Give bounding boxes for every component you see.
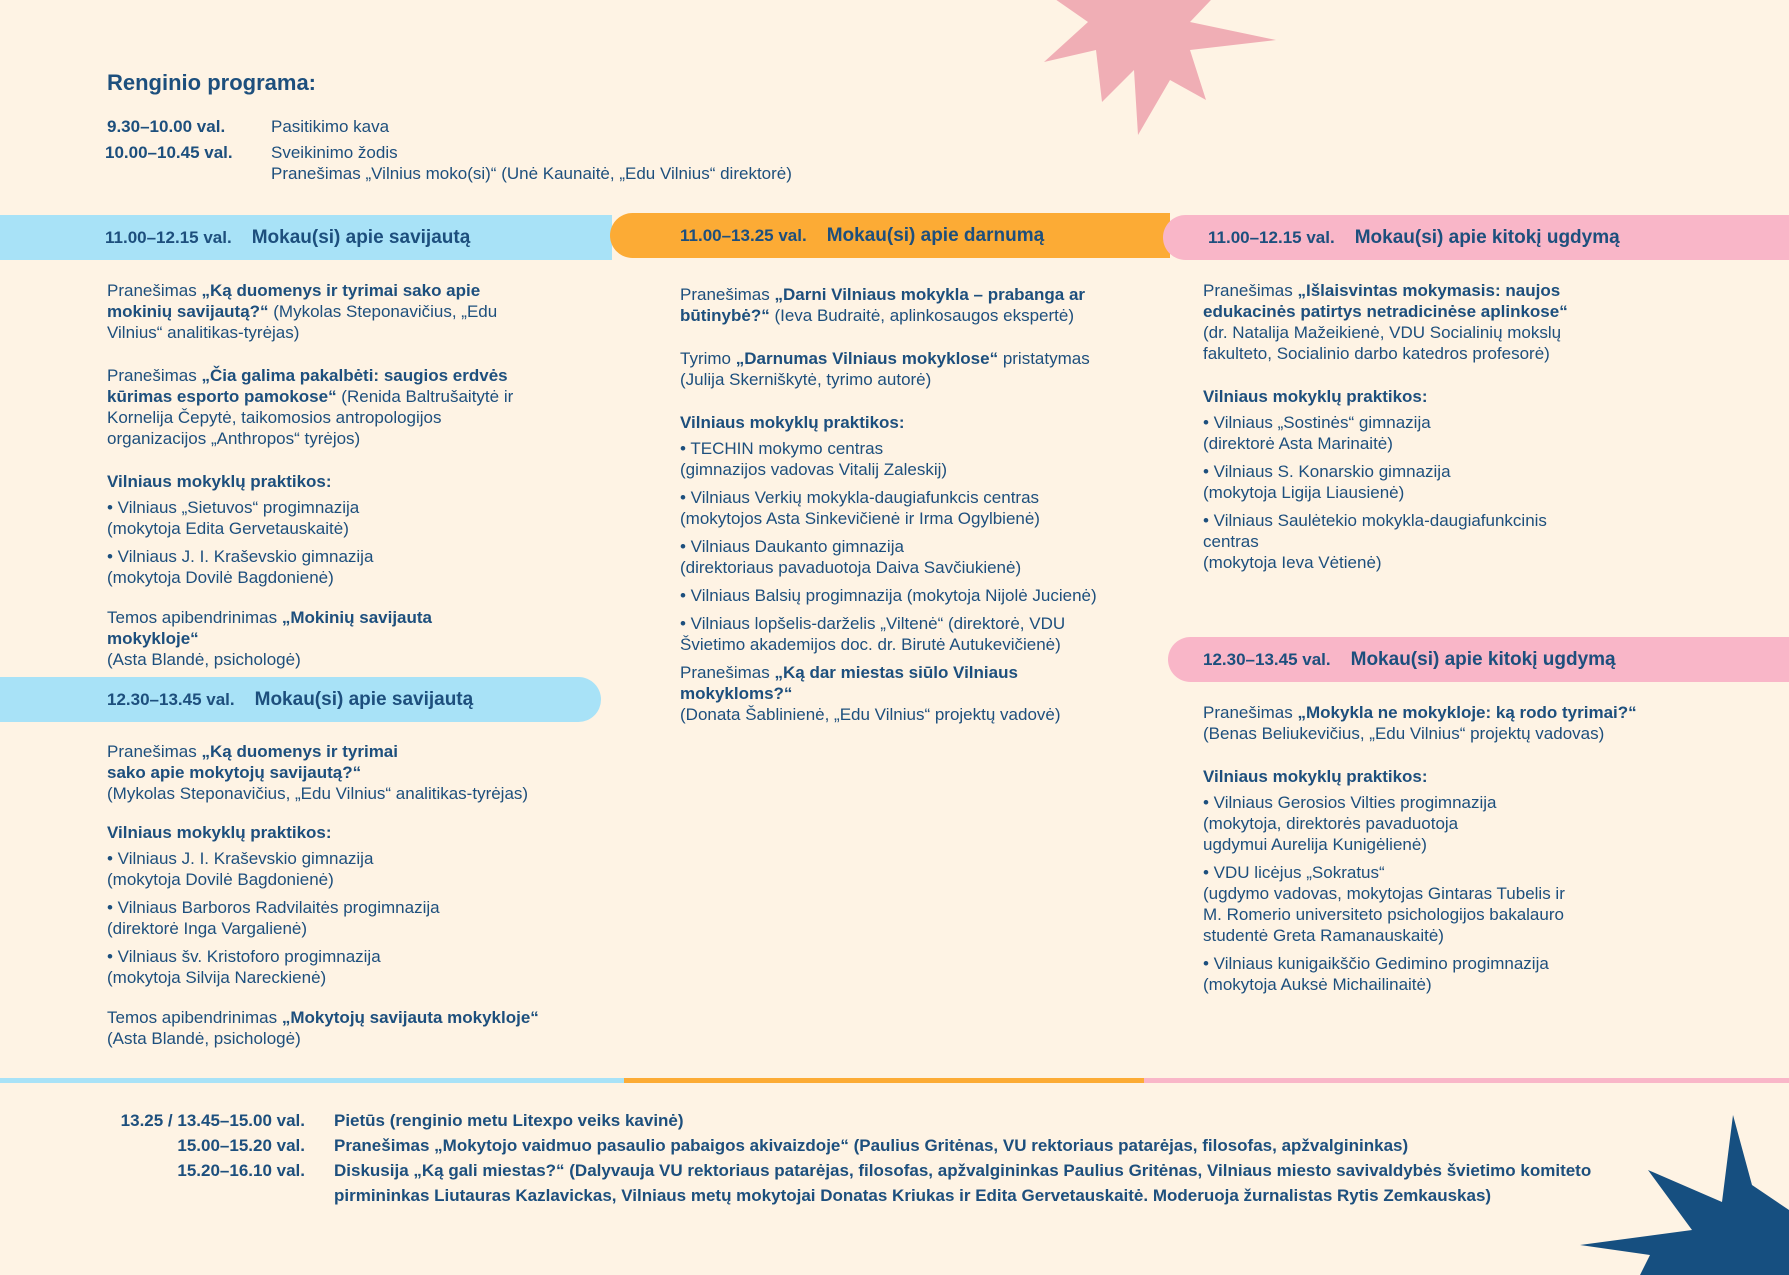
col1-session2: [107, 741, 587, 1049]
intro-text-1: Pasitikimo kava: [271, 117, 390, 136]
practice-item: • VDU licėjus „Sokratus“ (ugdymo vadovas, mokytojas Gintaras Tubelis ir M. Romerio universiteto psichologijos bakalauro studentė Greta Ramanauskaitė): [1203, 863, 1565, 945]
talk: Pranešimas „Čia galima pakalbėti: saugios erdvės kūrimas esporto pamokose“ (Renida Baltrušaitytė ir Kornelija Čepytė, taikomosios antropologijos organizacijos „Anthropos“ tyrėjos): [107, 366, 514, 448]
practices-label: Vilniaus mokyklų praktikos:: [1203, 387, 1428, 406]
schedule-time: 15.00–15.20 val.: [177, 1136, 305, 1155]
divider-pink: [1144, 1078, 1789, 1083]
intro-time-1: 9.30–10.00 val.: [107, 117, 226, 136]
band-title: Mokau(si) apie kitokį ugdymą: [1354, 226, 1620, 248]
schedule-text: Diskusija „Ką gali miestas?“ (Dalyvauja VU rektoriaus patarėjas, filosofas, apžvalgininkas Paulius Gritėnas, Vilniaus miesto savivaldybės švietimo komiteto pirmininkas Liutauras Kazlavickas, Vilniaus metų mokytojai Donatas Kriukas ir Edita Gervetauskaitė. Moderuoja žurnalistas Rytis Zemkauskas): [334, 1161, 1592, 1205]
band-time: 11.00–12.15 val.: [1208, 227, 1335, 247]
divider-orange: [624, 1078, 1144, 1083]
practice-item: • Vilniaus Balsių progimnazija (mokytoja Nijolė Jucienė): [680, 586, 1097, 605]
practice-item: • Vilniaus Daukanto gimnazija (direktoriaus pavaduotoja Daiva Savčiukienė): [680, 537, 1022, 577]
practices-label: Vilniaus mokyklų praktikos:: [107, 472, 332, 491]
practice-item: • Vilniaus „Sostinės“ gimnazija (direktorė Asta Marinaitė): [1203, 413, 1431, 453]
band-savijauta-2: [0, 677, 601, 722]
band-darnumas: [610, 213, 1170, 258]
talk: Tyrimo „Darnumas Vilniaus mokyklose“ pristatymas (Julija Skerniškytė, tyrimo autorė): [680, 349, 1090, 389]
talk: Pranešimas „Ką dar miestas siūlo Vilniaus mokykloms?“ (Donata Šablinienė, „Edu Vilnius“ projektų vadovė): [680, 663, 1061, 724]
band-time: 11.00–13.25 val.: [680, 225, 807, 245]
talk: Pranešimas „Darni Vilniaus mokykla – prabanga ar būtinybė?“ (Ieva Budraitė, aplinkosaugos ekspertė): [680, 285, 1086, 325]
talk: Pranešimas „Mokykla ne mokykloje: ką rodo tyrimai?“ (Benas Beliukevičius, „Edu Vilnius“ projektų vadovas): [1203, 703, 1637, 743]
schedule-time: 15.20–16.10 val.: [177, 1161, 305, 1180]
band-kitoks-2: [1168, 637, 1789, 682]
band-title: Mokau(si) apie darnumą: [826, 224, 1045, 246]
band-time: 11.00–12.15 val.: [105, 227, 232, 247]
practice-item: • Vilniaus Verkių mokykla-daugiafunkcis centras (mokytojos Asta Sinkevičienė ir Irma Ogylbienė): [680, 488, 1040, 528]
intro-time-2: 10.00–10.45 val.: [105, 143, 233, 162]
talk: Pranešimas „Ką duomenys ir tyrimai sako apie mokinių savijautą?“ (Mykolas Steponavičius, „Edu Vilnius“ analitikas-tyrėjas): [107, 281, 498, 342]
col3-session2: [1203, 702, 1743, 1002]
practices-label: Vilniaus mokyklų praktikos:: [1203, 767, 1428, 786]
practice-item: • Vilniaus Gerosios Vilties progimnazija (mokytoja, direktorės pavaduotoja ugdymui Aurelija Kunigėlienė): [1203, 793, 1497, 854]
band-kitoks-1: [1163, 215, 1789, 260]
pink-star-icon: [1030, 0, 1290, 150]
band-title: Mokau(si) apie savijautą: [251, 226, 471, 248]
navy-star-icon: [1580, 1110, 1789, 1275]
band-time: 12.30–13.45 val.: [1203, 649, 1331, 669]
intro-text-2a: Sveikinimo žodis: [271, 143, 398, 162]
summary: Temos apibendrinimas „Mokytojų savijauta mokykloje“ (Asta Blandė, psichologė): [107, 1008, 539, 1048]
summary: Temos apibendrinimas „Mokinių savijauta mokykloje“ (Asta Blandė, psichologė): [107, 608, 433, 669]
practice-item: • Vilniaus J. I. Kraševskio gimnazija (mokytoja Dovilė Bagdonienė): [107, 849, 374, 889]
band-time: 12.30–13.45 val.: [107, 689, 235, 709]
page-title: Renginio programa:: [107, 70, 317, 95]
practice-item: • Vilniaus Saulėtekio mokykla-daugiafunkcinis centras (mokytoja Ieva Vėtienė): [1203, 511, 1547, 572]
schedule-text: Pietūs (renginio metu Litexpo veiks kavinė): [334, 1111, 684, 1130]
practice-item: • Vilniaus lopšelis-darželis „Viltenė“ (direktorė, VDU Švietimo akademijos doc. dr. Birutė Autukevičienė): [680, 614, 1066, 654]
col2-session: [680, 284, 1110, 725]
col1-session1: [107, 280, 517, 670]
col3-session1: [1203, 280, 1593, 580]
schedule-time: 13.25 / 13.45–15.00 val.: [120, 1111, 305, 1130]
talk: Pranešimas „Išlaisvintas mokymasis: naujos edukacinės patirtys netradicinėse aplinkose“ (dr. Natalija Mažeikienė, VDU Socialinių mokslų fakulteto, Socialinio darbo katedros profesorė): [1203, 281, 1568, 363]
practice-item: • Vilniaus „Sietuvos“ progimnazija (mokytoja Edita Gervetauskaitė): [107, 498, 360, 538]
divider-blue: [0, 1078, 624, 1083]
band-title: Mokau(si) apie savijautą: [254, 688, 474, 710]
band-savijauta-1: [0, 215, 612, 260]
band-title: Mokau(si) apie kitokį ugdymą: [1350, 648, 1616, 670]
practice-item: • Vilniaus šv. Kristoforo progimnazija (mokytoja Silvija Nareckienė): [107, 947, 381, 987]
practice-item: • Vilniaus kunigaikščio Gedimino progimnazija (mokytoja Auksė Michailinaitė): [1203, 954, 1549, 994]
practices-label: Vilniaus mokyklų praktikos:: [107, 823, 332, 842]
practice-item: • Vilniaus J. I. Kraševskio gimnazija (mokytoja Dovilė Bagdonienė): [107, 547, 374, 587]
schedule-text: Pranešimas „Mokytojo vaidmuo pasaulio pabaigos akivaizdoje“ (Paulius Gritėnas, VU rektoriaus patarėjas, filosofas, apžvalgininkas): [334, 1136, 1409, 1155]
talk: Pranešimas „Ką duomenys ir tyrimai sako apie mokytojų savijautą?“ (Mykolas Steponavičius, „Edu Vilnius“ analitikas-tyrėjas): [107, 742, 529, 803]
practice-item: • Vilniaus S. Konarskio gimnazija (mokytoja Ligija Liausienė): [1203, 462, 1451, 502]
intro-text-2b: Pranešimas „Vilnius moko(si)“ (Unė Kaunaitė, „Edu Vilnius“ direktorė): [271, 164, 792, 183]
practices-label: Vilniaus mokyklų praktikos:: [680, 413, 905, 432]
practice-item: • TECHIN mokymo centras (gimnazijos vadovas Vitalij Zaleskij): [680, 439, 948, 479]
practice-item: • Vilniaus Barboros Radvilaitės progimnazija (direktorė Inga Vargalienė): [107, 898, 440, 938]
